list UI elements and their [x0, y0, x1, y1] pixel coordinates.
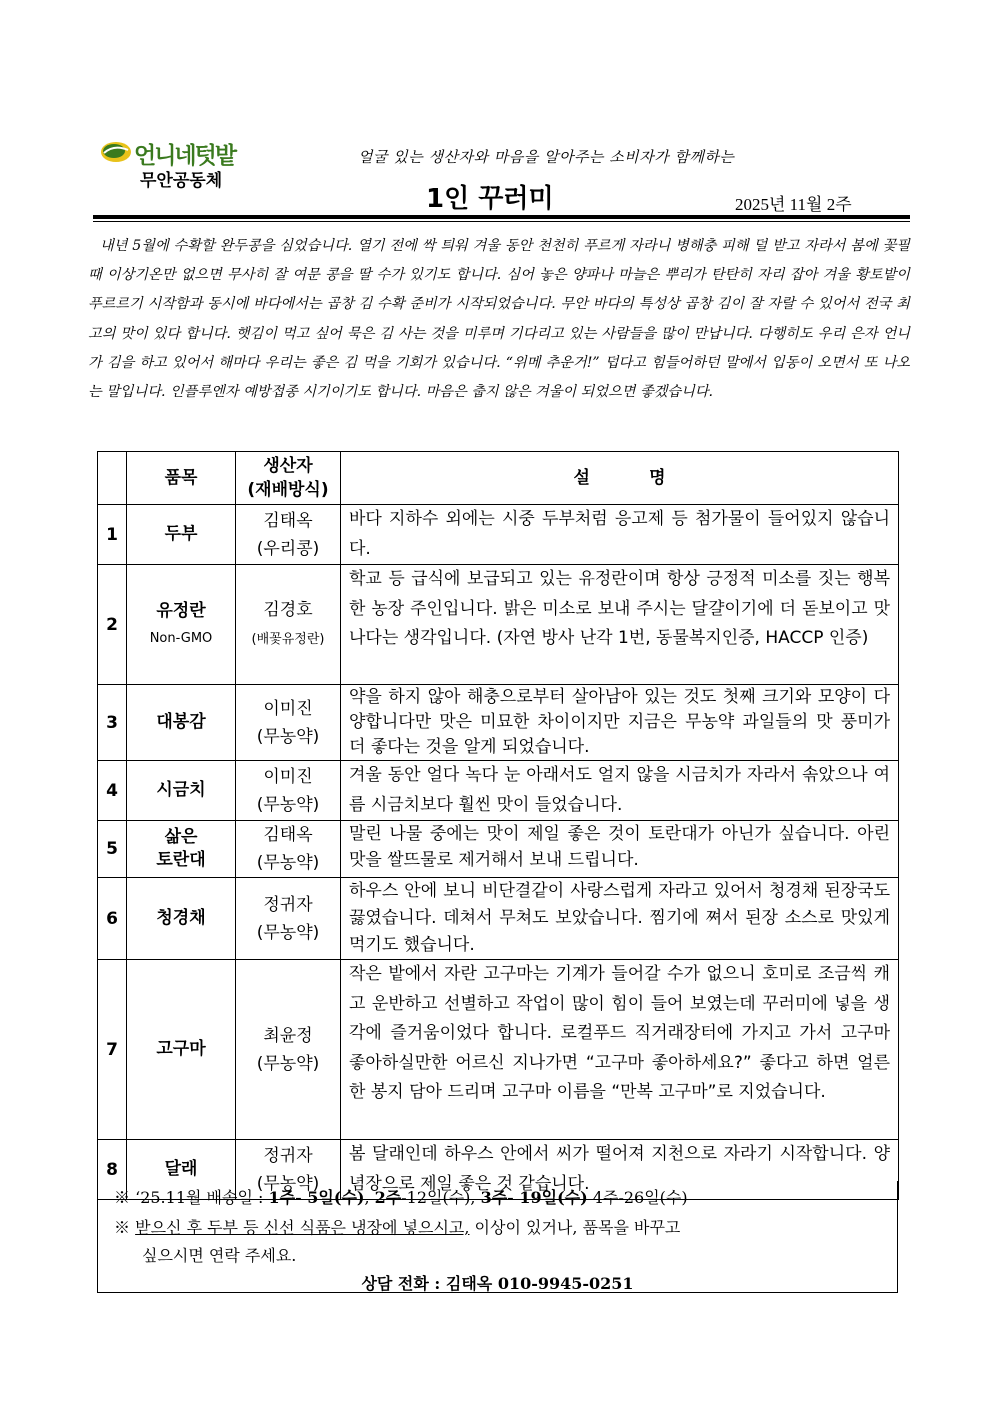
- contact-phone: 상담 전화 : 김태옥 010-9945-0251: [361, 1274, 634, 1293]
- table-row: [98, 565, 899, 685]
- row-description: 겨울 동안 얼다 녹다 눈 아래서도 얼지 않을 시금치가 자라서 솎았으나 여름 시금치보다 훨씬 맛이 들었습니다.: [341, 761, 899, 821]
- producer-method: (무농약): [256, 922, 320, 943]
- header-method-label: (재배방식): [247, 480, 329, 500]
- row-description: 학교 등 급식에 보급되고 있는 유정란이며 항상 긍정적 미소를 짓는 행복한 농장 주인입니다. 밝은 미소로 보내 주시는 달걀이기에 더 돋보이고 맛나다는 생각입니다. (자연 방사 난각 1번, 동물복지인증, HACCP 인증): [341, 565, 899, 685]
- page-title: 1인 꾸러미: [426, 184, 554, 214]
- delivery-week2: 2주: [374, 1188, 402, 1207]
- row-producer: [236, 821, 341, 878]
- row-item-name: [127, 821, 236, 878]
- delivery-week4: 4주-26일(수): [587, 1188, 688, 1207]
- item-name: 삶은: [164, 827, 198, 847]
- row-number: 3: [98, 685, 127, 761]
- table-row: [98, 878, 899, 960]
- producer-name: 김태옥: [263, 510, 313, 531]
- row-description: 약을 하지 않아 해충으로부터 살아남아 있는 것도 첫째 크기와 모양이 다양합니다만 맛은 미묘한 차이이지만 지금은 무농약 과일들의 맛 풍미가 더 좋다는 것을 알게 되었습니다.: [341, 685, 899, 761]
- row-producer: [236, 878, 341, 960]
- table-row: [98, 761, 899, 821]
- row-item-name: [127, 565, 236, 685]
- row-number: 5: [98, 821, 127, 878]
- row-item-name: 달래: [127, 1140, 236, 1200]
- storage-notice: [114, 1215, 680, 1238]
- delivery-week3: 3주- 19일(수): [480, 1188, 588, 1207]
- row-description: 바다 지하수 외에는 시중 두부처럼 응고제 등 첨가물이 들어있지 않습니다.: [341, 505, 899, 565]
- row-description: 봄 달래인데 하우스 안에서 씨가 떨어져 지천으로 자라기 시작합니다. 양념장으로 제일 좋은 것 같습니다.: [341, 1140, 899, 1200]
- row-description: 말린 나물 중에는 맛이 제일 좋은 것이 토란대가 아닌가 싶습니다. 아린 맛을 쌀뜨물로 제거해서 보내 드립니다.: [341, 821, 899, 878]
- header-num: [98, 452, 127, 505]
- table-row: [98, 505, 899, 565]
- row-number: 6: [98, 878, 127, 960]
- row-number: 1: [98, 505, 127, 565]
- row-number: 8: [98, 1140, 127, 1200]
- slogan: 얼굴 있는 생산자와 마음을 알아주는 소비자가 함께하는: [358, 148, 735, 166]
- row-description: 하우스 안에 보니 비단결같이 사랑스럽게 자라고 있어서 청경채 된장국도 끓였습니다. 데쳐서 무쳐도 보았습니다. 찜기에 쪄서 된장 소스로 맛있게 먹기도 했습니다.: [341, 878, 899, 960]
- header-producer-label: 생산자: [263, 456, 313, 476]
- row-producer: [236, 565, 341, 685]
- items-table: [97, 451, 899, 1200]
- delivery-week2-date: -12일(수),: [401, 1188, 481, 1207]
- header-producer: [236, 452, 341, 505]
- intro-paragraph: 내년 5월에 수확할 완두콩을 심었습니다. 열기 전에 싹 틔워 겨울 동안 천천히 푸르게 자라니 병해충 피해 덜 받고 자라서 봄에 꽃필 때 이상기온만 없으면 무사히 잘 여문 콩을 딸 수가 있기도 합니다. 심어 놓은 양파나 마늘은 뿌리가 탄탄히 자리 잡아 겨울 황토밭이 푸르르기 시작함과 동시에 바다에서는 곱창 김 수확 준비가 시작되었습니다. 무안 바다의 특성상 곱창 김이 잘 자랄 수 있어서 전국 최고의 맛이 있다 합니다. 햇김이 먹고 싶어 묵은 김 사는 것을 미루며 기다리고 있는 사람들을 많이 만납니다. 다행히도 우리 은자 언니가 김을 하고 있어서 해마다 우리는 좋은 김 먹을 기회가 있습니다. “위메 추운거!” 덥다고 힘들어하던 말에서 입동이 오면서 또 나오는 말입니다. 인플루엔자 예방접종 시기이기도 합니다. 마음은 춥지 않은 겨울이 되었으면 좋겠습니다.: [88, 238, 910, 401]
- producer-method: (무농약): [256, 726, 320, 747]
- producer-name: 이미진: [263, 766, 313, 787]
- table-row: [98, 821, 899, 878]
- header-rule-thin: [93, 221, 910, 222]
- producer-method: (무농약): [256, 1173, 320, 1194]
- row-item-name: 두부: [127, 505, 236, 565]
- row-producer: [236, 960, 341, 1140]
- issue-date: 2025년 11월 2주: [735, 195, 852, 214]
- item-name-sub: Non-GMO: [149, 630, 213, 646]
- delivery-week1: 1주- 5일(수): [268, 1188, 365, 1207]
- producer-method: (무농약): [256, 794, 320, 815]
- producer-method: (우리콩): [256, 538, 320, 559]
- row-item-name: 청경채: [127, 878, 236, 960]
- logo-text: 언니네텃밭: [134, 143, 236, 169]
- producer-name: 김태옥: [263, 825, 313, 845]
- producer-name: 이미진: [263, 698, 313, 719]
- producer-name: 김경호: [263, 599, 313, 620]
- table-header-row: [98, 452, 899, 505]
- note-mark: ※: [114, 1188, 131, 1207]
- producer-method: (무농약): [256, 853, 320, 873]
- item-name-line2: 토란대: [156, 850, 206, 870]
- row-number: 4: [98, 761, 127, 821]
- table-row: [98, 685, 899, 761]
- logo-subtitle: 무안공동체: [140, 171, 223, 191]
- row-item-name: 시금치: [127, 761, 236, 821]
- row-description: 작은 밭에서 자란 고구마는 기계가 들어갈 수가 없으니 호미로 조금씩 캐고 운반하고 선별하고 작업이 많이 힘이 들어 보였는데 꾸러미에 넣을 생각에 즐거움이었다 합니다. 로컬푸드 직거래장터에 가지고 가서 고구마 좋아하실만한 어르신 지나가면 “고구마 좋아하세요?” 좋다고 하면 얼른 한 봉지 담아 드리며 고구마 이름을 “만복 고구마”로 지었습니다.: [341, 960, 899, 1140]
- storage-notice-underlined: 받으신 후 두부 등 신선 식품은 냉장에 넣으시고,: [135, 1218, 470, 1237]
- row-number: 2: [98, 565, 127, 685]
- storage-notice-line2: 싶으시면 연락 주세요.: [142, 1246, 297, 1265]
- row-producer: [236, 505, 341, 565]
- header-desc: 설 명: [341, 452, 899, 505]
- row-item-name: 대봉감: [127, 685, 236, 761]
- delivery-sep: ,: [364, 1188, 375, 1207]
- row-producer: [236, 685, 341, 761]
- table-row: [98, 960, 899, 1140]
- producer-name: 정귀자: [263, 894, 313, 915]
- header-item: 품목: [127, 452, 236, 505]
- delivery-prefix: ‘25.11월 배송일 :: [135, 1188, 269, 1207]
- footer-box: [97, 1181, 898, 1293]
- delivery-schedule: [114, 1185, 688, 1208]
- leaf-logo-icon: [100, 138, 134, 164]
- row-producer: [236, 761, 341, 821]
- logo: [100, 136, 260, 192]
- row-item-name: 고구마: [127, 960, 236, 1140]
- producer-method: (배꽃유정란): [251, 631, 325, 647]
- producer-name: 최윤정: [263, 1025, 313, 1046]
- item-name: 유정란: [156, 600, 206, 621]
- storage-notice-rest: 이상이 있거나, 품목을 바꾸고: [469, 1218, 681, 1237]
- note-mark: ※: [114, 1218, 131, 1237]
- producer-method: (무농약): [256, 1053, 320, 1074]
- row-number: 7: [98, 960, 127, 1140]
- header-rule-thick: [93, 215, 910, 219]
- producer-name: 정귀자: [263, 1145, 313, 1166]
